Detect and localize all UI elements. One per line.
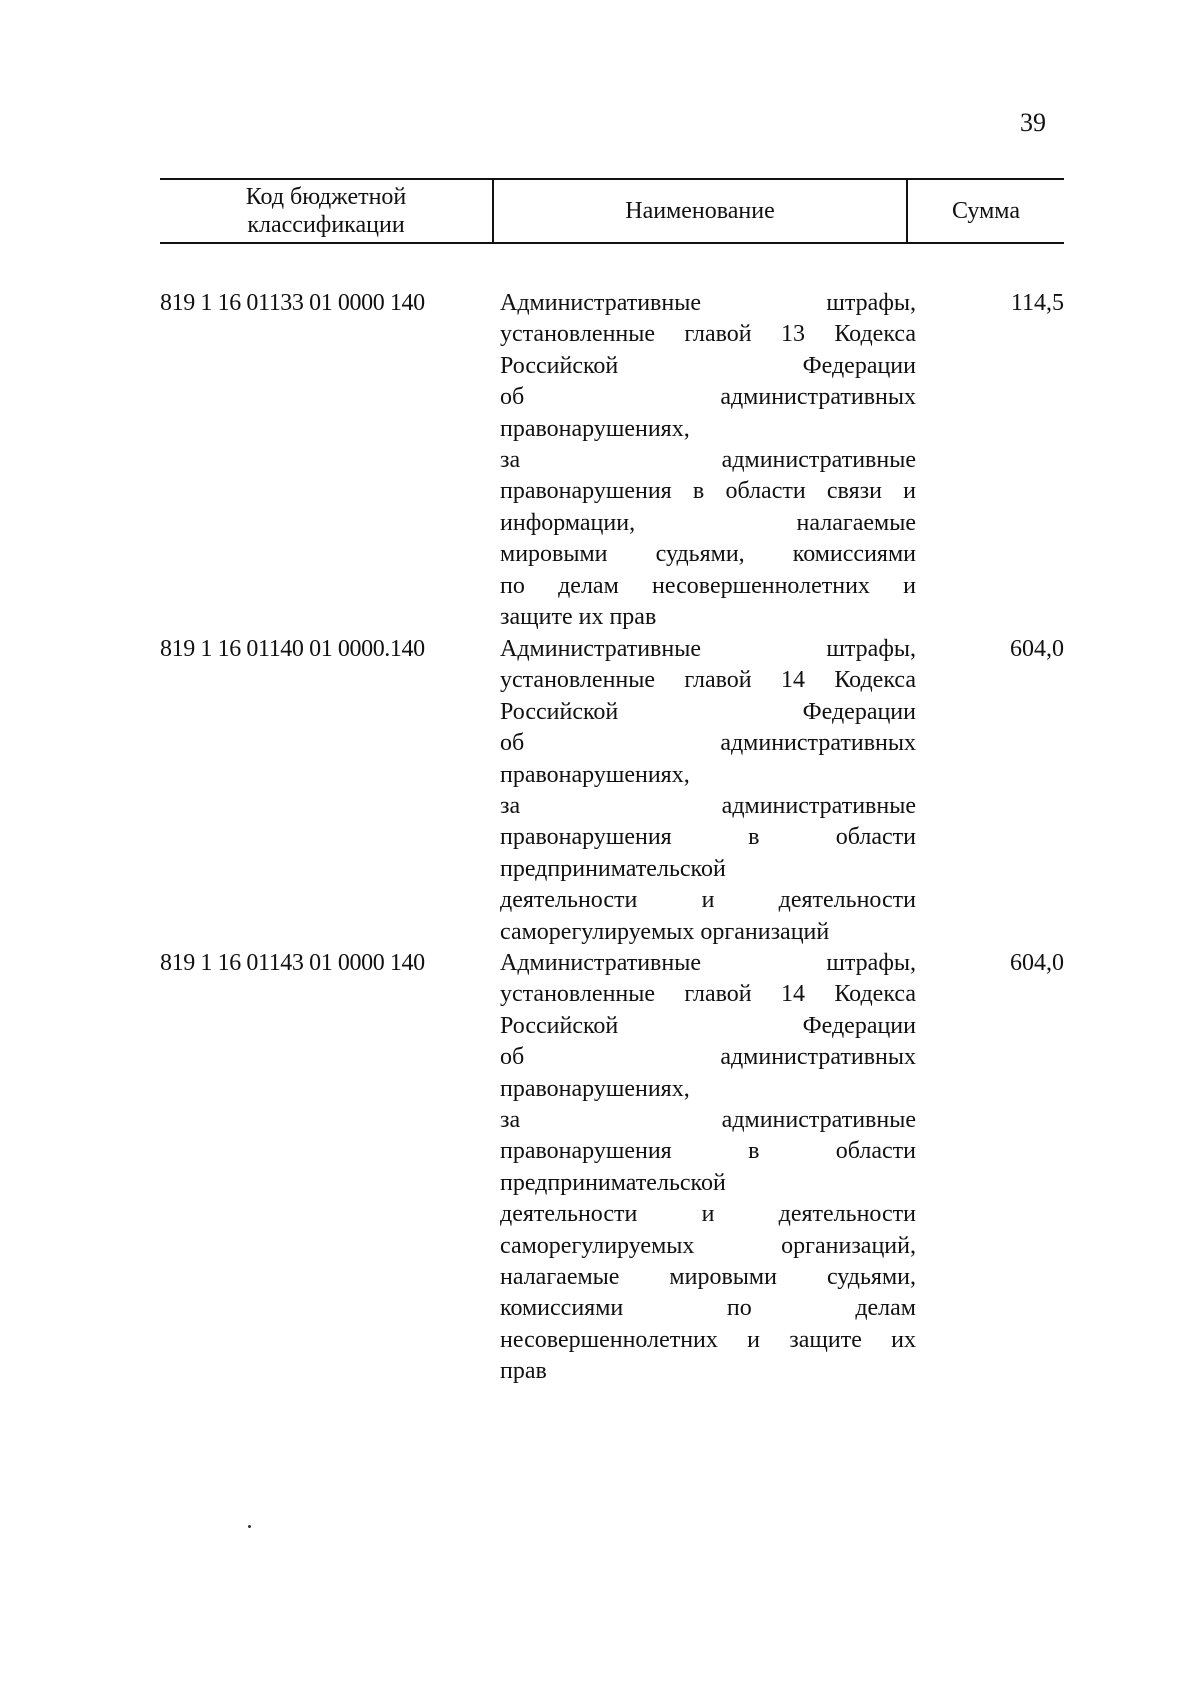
header-sum-label: Сумма <box>952 198 1020 224</box>
name-line: установленные главой 14 Кодекса <box>500 981 916 1008</box>
row-sum: 604,0 <box>1010 636 1064 662</box>
name-line: деятельности и деятельности <box>500 1201 916 1228</box>
row-sum: 604,0 <box>1010 950 1064 976</box>
table-row <box>160 634 1064 948</box>
name-line: информации, налагаемые <box>500 509 916 536</box>
name-line: Российской Федерации <box>500 698 916 725</box>
header-name-label: Наименование <box>625 198 775 224</box>
name-line: Административные штрафы, <box>500 950 916 976</box>
name-line: правонарушениях, <box>500 761 690 788</box>
name-line: саморегулируемых организаций <box>500 918 830 945</box>
name-line: саморегулируемых организаций, <box>500 1232 916 1259</box>
name-line: об административных <box>500 730 916 757</box>
name-line: правонарушениях, <box>500 1075 690 1102</box>
name-line: правонарушения в области <box>500 824 916 851</box>
header-code-cell <box>160 178 492 244</box>
row-name <box>500 634 916 948</box>
table-row <box>160 948 1064 1388</box>
name-line: за административные <box>500 793 916 820</box>
name-line: об административных <box>500 1044 916 1071</box>
row-name <box>500 948 916 1388</box>
name-line: правонарушения в области связи и <box>500 478 916 505</box>
page-number: 39 <box>1020 108 1046 137</box>
name-line: комиссиями по делам <box>500 1295 916 1322</box>
budget-code: 819 1 16 01140 01 0000.140 <box>160 636 425 662</box>
name-line: налагаемые мировыми судьями, <box>500 1264 916 1291</box>
name-line: за административные <box>500 1107 916 1134</box>
name-line: по делам несовершеннолетних и <box>500 572 916 599</box>
name-line: мировыми судьями, комиссиями <box>500 541 916 568</box>
header-code-line-1: Код бюджетной <box>245 184 407 210</box>
name-line: деятельности и деятельности <box>500 887 916 914</box>
table-header <box>160 178 1064 244</box>
name-line: предпринимательской <box>500 1169 726 1196</box>
table-row <box>160 288 1064 634</box>
name-line: правонарушения в области <box>500 1138 916 1165</box>
name-line: установленные главой 13 Кодекса <box>500 321 916 348</box>
name-line: предпринимательской <box>500 855 726 882</box>
name-line: установленные главой 14 Кодекса <box>500 667 916 694</box>
budget-code: 819 1 16 01133 01 0000 140 <box>160 290 425 316</box>
name-line: за административные <box>500 447 916 474</box>
name-line: прав <box>500 1358 547 1385</box>
name-line: защите их прав <box>500 604 657 631</box>
name-line: Российской Федерации <box>500 352 916 379</box>
name-line: несовершеннолетних и защите их <box>500 1326 916 1353</box>
name-line: правонарушениях, <box>500 415 690 442</box>
header-name-cell <box>494 178 906 244</box>
scan-speck <box>248 1525 251 1528</box>
header-code-line-2: классификации <box>247 212 405 238</box>
budget-code: 819 1 16 01143 01 0000 140 <box>160 950 425 976</box>
name-line: Административные штрафы, <box>500 290 916 316</box>
row-sum: 114,5 <box>1010 290 1064 316</box>
row-name <box>500 288 916 633</box>
name-line: Российской Федерации <box>500 1012 916 1039</box>
name-line: об административных <box>500 384 916 411</box>
header-sum-cell <box>908 178 1064 244</box>
name-line: Административные штрафы, <box>500 636 916 662</box>
